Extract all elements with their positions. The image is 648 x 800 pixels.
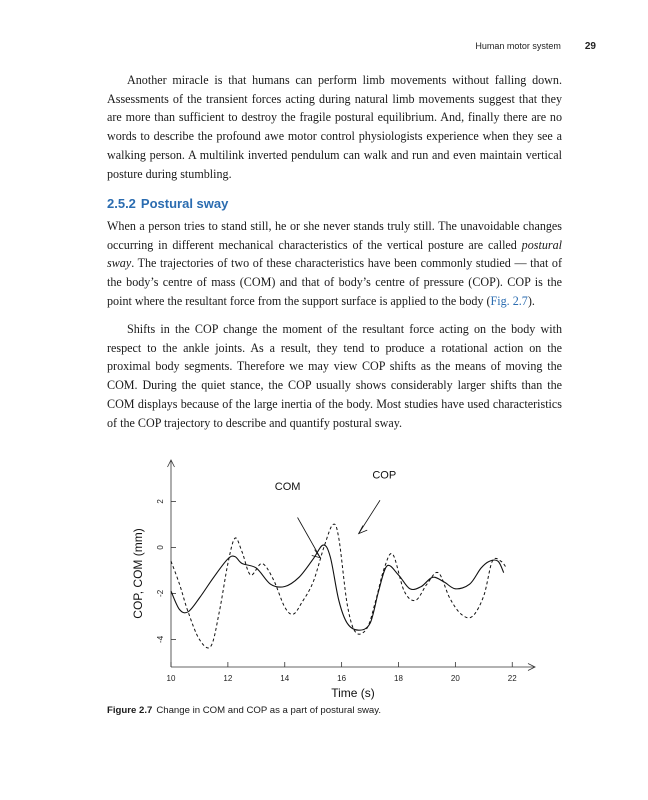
figure-label: Figure 2.7 bbox=[107, 705, 153, 716]
annotation-com: COM bbox=[274, 480, 301, 493]
figure-caption bbox=[107, 705, 381, 716]
y-tick-label: -4 bbox=[156, 635, 166, 643]
x-tick-label: 10 bbox=[166, 674, 176, 683]
y-tick-label: -2 bbox=[156, 589, 166, 597]
section-heading bbox=[107, 196, 228, 211]
paragraph-limb-movements: Another miracle is that humans can perform limb movements without falling down. Assessments of the transient forces acting during natural limb movements suggest that they are more than sufficient to destroy the fragile postural equilibrium. And, finally there are no words to describe the profound awe motor control physiologists experience when they see a walking person. A multilink inverted pendulum can walk and run and even maintain vertical posture during stumbling. bbox=[107, 73, 562, 181]
annotation-com-arrow bbox=[298, 518, 321, 558]
y-axis-label: COP, COM (mm) bbox=[131, 528, 145, 619]
figure-link[interactable]: Fig. 2.7 bbox=[490, 293, 528, 308]
annotation-cop: COP bbox=[372, 469, 397, 482]
paragraph-text: When a person tries to stand still, he or she never stands truly still. The unavoidable changes occurring in different mechanical characteristics of the vertical posture are called bbox=[107, 219, 562, 252]
y-tick-label: 0 bbox=[156, 545, 166, 550]
section-title: Postural sway bbox=[140, 196, 229, 211]
x-tick-label: 16 bbox=[337, 674, 347, 683]
y-tick-label: 2 bbox=[156, 499, 166, 504]
paragraph-text: . The trajectories of two of these characteristics have been commonly studied — that of the body’s centre of mass (COM) and that of body’s centre of pressure (COP). COP is the point where the resultant force from the support surface is applied to the body ( bbox=[107, 256, 562, 308]
caption-text: Change in COM and COP as a part of postural sway. bbox=[156, 705, 382, 716]
figure-2-7 bbox=[100, 450, 560, 710]
x-tick-label: 22 bbox=[507, 674, 517, 683]
series-line-cop bbox=[171, 524, 507, 648]
series-line-com bbox=[171, 545, 504, 630]
x-tick-label: 12 bbox=[223, 674, 233, 683]
running-head bbox=[475, 41, 596, 52]
x-tick-label: 20 bbox=[450, 674, 460, 683]
annotation-cop-arrow bbox=[359, 500, 380, 533]
paragraph-cop-shifts: Shifts in the COP change the moment of the resultant force acting on the body with respect to the ankle joints. As a result, they tend to produce a rotational action on the proximal body segments. Therefore we may view COP shifts as the means of moving the COM. During the quiet stance, the COP usually shows considerably larger shifts than the COM displays because of the large inertia of the body. Most studies have used characteristics of the COP trajectory to describe and quantify postural sway. bbox=[107, 322, 562, 430]
sway-chart bbox=[100, 450, 560, 710]
page-number: 29 bbox=[584, 41, 596, 52]
running-head-title: Human motor system bbox=[475, 41, 561, 51]
paragraph-postural-sway bbox=[107, 217, 562, 311]
section-number: 2.5.2 bbox=[107, 196, 136, 211]
x-axis-label: Time (s) bbox=[331, 686, 375, 700]
paragraph-text: ). bbox=[527, 293, 535, 308]
term-postural-sway: postural sway bbox=[107, 237, 562, 271]
x-tick-label: 18 bbox=[394, 674, 403, 683]
x-tick-label: 14 bbox=[280, 674, 290, 683]
